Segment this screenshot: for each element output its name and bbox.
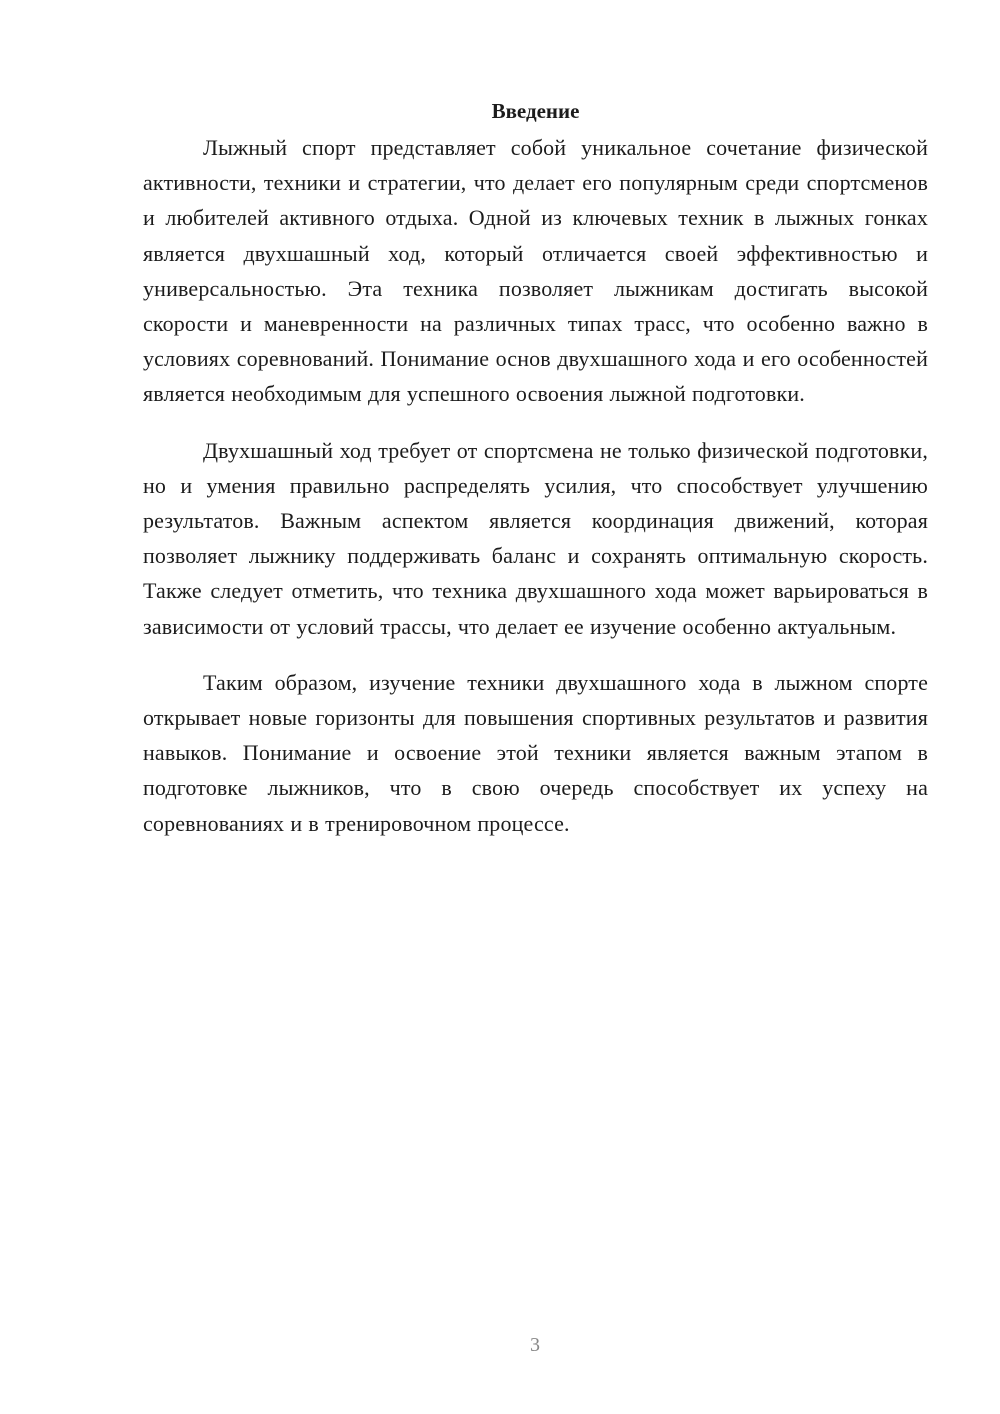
paragraph-2: Двухшашный ход требует от спортсмена не только физической подготовки, но и умения правильно распределять усилия, что способствует улучшению результатов. Важным аспектом является координация движений, которая позволяет лыжнику поддерживать баланс и сохранять оптимальную скорость. Также следует отметить, что техника двухшашного хода может варьироваться в зависимости от условий трассы, что делает ее изучение особенно актуальным. — [143, 437, 928, 639]
paragraph-1: Лыжный спорт представляет собой уникальное сочетание физической активности, техники и стратегии, что делает его популярным среди спортсменов и любителей активного отдыха. Одной из ключевых техник в лыжных гонках является двухшашный ход, который отличается своей эффективностью и универсальностью. Эта техника позволяет лыжникам достигать высокой скорости и маневренности на различных типах трасс, что особенно важно в условиях соревнований. Понимание основ двухшашного хода и его особенностей является необходимым для успешного освоения лыжной подготовки. — [143, 135, 928, 407]
paragraph-3: Таким образом, изучение техники двухшашного хода в лыжном спорте открывает новые горизонты для повышения спортивных результатов и развития навыков. Понимание и освоение этой техники является важным этапом в подготовке лыжников, что в свою очередь способствует их успеху на соревнованиях и в тренировочном процессе. — [143, 669, 928, 836]
page-number: 3 — [530, 1334, 540, 1356]
page-content — [143, 96, 928, 862]
section-heading: Введение — [491, 99, 580, 123]
